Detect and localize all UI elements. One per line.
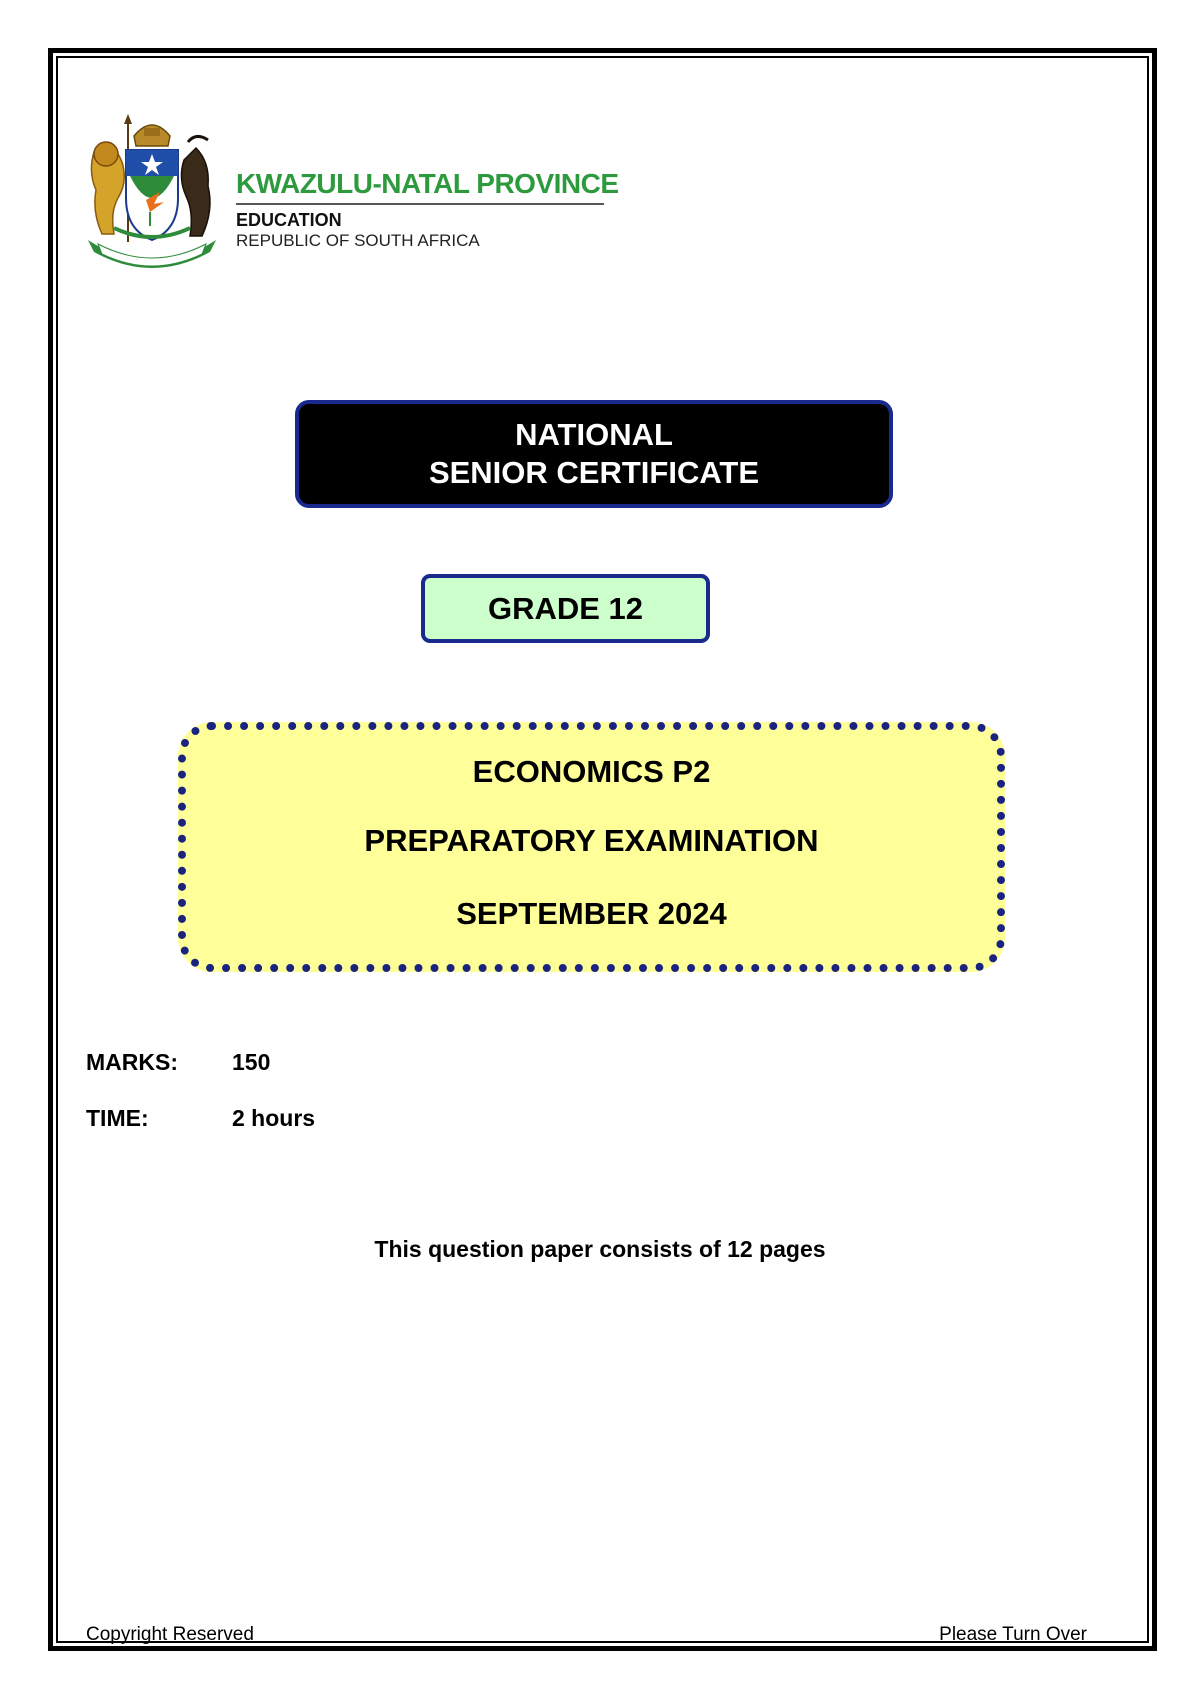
- footer-copyright: Copyright Reserved: [86, 1624, 254, 1645]
- footer-turn-over: Please Turn Over: [939, 1624, 1087, 1645]
- certificate-banner: [295, 400, 893, 508]
- country-name: REPUBLIC OF SOUTH AFRICA: [236, 230, 480, 250]
- marks-row: [86, 1049, 270, 1076]
- certificate-line-2: SENIOR CERTIFICATE: [428, 455, 760, 490]
- time-row: [86, 1105, 315, 1132]
- coat-of-arms-icon: [84, 112, 220, 272]
- subject-box: [178, 722, 1005, 972]
- grade-label: GRADE 12: [421, 574, 710, 643]
- time-label: TIME:: [86, 1105, 149, 1131]
- logo-text-block: [236, 168, 619, 251]
- certificate-line-1: NATIONAL: [515, 417, 673, 452]
- time-value: 2 hours: [232, 1105, 316, 1131]
- subject-name: ECONOMICS P2: [472, 754, 711, 789]
- marks-value: 150: [232, 1049, 271, 1075]
- exam-date: SEPTEMBER 2024: [456, 896, 727, 931]
- pages-note: This question paper consists of 12 pages: [374, 1236, 826, 1262]
- marks-label: MARKS:: [86, 1049, 178, 1075]
- province-name: KWAZULU-NATAL PROVINCE: [236, 170, 604, 205]
- department-name: EDUCATION: [236, 210, 342, 230]
- exam-type: PREPARATORY EXAMINATION: [364, 823, 819, 858]
